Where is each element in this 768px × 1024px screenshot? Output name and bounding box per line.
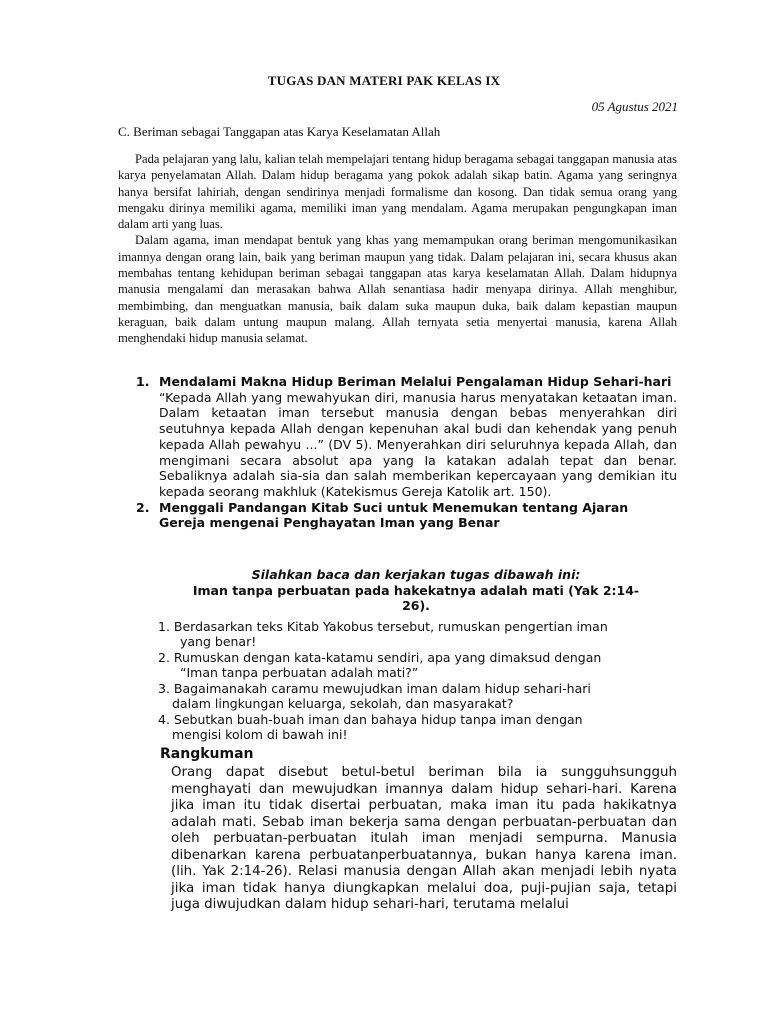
task-question-4-first: 4. Sebutkan buah-buah iman dan bahaya hidup tanpa iman dengan: [158, 711, 583, 727]
task-subtitle-line-2: 26).: [402, 598, 430, 613]
intro-paragraph-2: Dalam agama, iman mendapat bentuk yang khas yang memampukan orang beriman mengomunikasikan imannya dengan orang lain, baik yang beriman maupun yang tidak. Dalam pelajaran ini, secara khusus akan membahas tentang kehidupan beriman sebagai tanggapan atas karya keselamatan Allah. Dalam hidupnya manusia mengalami dan merasakan bahwa Allah senantiasa hadir menyapa dirinya. Allah menghibur, membimbing, dan menguatkan manusia, baik dalam suka maupun duka, baik dalam kepastian maupun keraguan, baik dalam untung maupun malang. Allah ternyata setia menyertai manusia, karena Allah menghendaki hidup manusia selamat.: [118, 233, 677, 346]
list-item-1: [136, 374, 677, 500]
intro-text: [118, 151, 677, 347]
task-subtitle-line-1: Iman tanpa perbuatan pada hakekatnya adalah mati (Yak 2:14-: [192, 582, 640, 598]
list-number-1: 1.: [136, 374, 150, 389]
summary-text: Orang dapat disebut betul-betul beriman bila ia sungguhsungguh menghayati dan mewujudkan imannya dalam hidup sehari-hari. Karena jika iman itu tidak disertai perbuatan, maka iman itu pada hakikatnya adalah mati. Sebab iman bekerja sama dengan perbuatan-perbuatan dan oleh perbuatan-perbuatan itulah iman menjadi sempurna. Manusia dibenarkan karena perbuatanperbuatannya, bukan hanya karena iman. (lih. Yak 2:14-26). Relasi manusia dengan Allah akan menjadi lebih nyata jika iman tidak hanya diungkapkan melalui doa, puji-pujian saja, tetapi juga diwujudkan dalam hidup sehari-hari, terutama melalui: [171, 765, 677, 912]
main-list: [136, 374, 677, 531]
intro-paragraph-1: Pada pelajaran yang lalu, kalian telah mempelajari tentang hidup beragama sebagai tanggapan manusia atas karya penyelamatan Allah. Dalam hidup beragama yang pokok adalah sikap batin. Agama yang seringnya hanya bersifat lahiriah, dengan sendirinya menjadi formalisme dan kosong. Dan tidak semua orang yang mengaku dirinya memiliki agama, memiliki iman yang mendalam. Agama merupakan pengungkapan iman dalam arti yang luas.: [118, 152, 678, 232]
task-question-4-rest: mengisi kolom di bawah ini!: [172, 727, 348, 742]
task-question-4: [158, 712, 677, 743]
list-body-1: “Kepada Allah yang mewahyukan diri, manusia harus menyatakan ketaatan iman. Dalam ketaatan iman tersebut manusia dengan bebas menyerahkan diri seutuhnya kepada Allah dengan kepenuhan akal budi dan kehendak yang penuh kepada Allah pewahyu ...” (DV 5). Menyerahkan diri seluruhnya kepada Allah, dan mengimani secara absolut apa yang Ia katakan adalah tepat dan benar. Sebaliknya adalah sia-sia dan salah memberikan kepercayaan yang demikian itu kepada seorang makhluk (Katekismus Gereja Katolik art. 150).: [159, 389, 677, 499]
task-question-3-rest: dalam lingkungan keluarga, sekolah, dan masyarakat?: [172, 696, 514, 711]
task-question-1-rest: yang benar!: [180, 634, 257, 649]
task-instruction: Silahkan baca dan kerjakan tugas dibawah ini:: [251, 567, 581, 582]
task-question-list: [155, 619, 677, 743]
section-heading: C. Beriman sebagai Tanggapan atas Karya Keselamatan Allah: [118, 124, 441, 139]
list-item-2: [136, 500, 677, 531]
summary-title: Rangkuman: [160, 746, 254, 762]
task-section: [155, 567, 677, 743]
task-question-2-first: 2. Rumuskan dengan kata-katamu sendiri, apa yang dimaksud dengan: [158, 649, 602, 665]
task-question-2: [158, 650, 677, 681]
list-heading-1: Mendalami Makna Hidup Beriman Melalui Pengalaman Hidup Sehari-hari: [159, 374, 672, 389]
list-number-2: 2.: [136, 499, 150, 515]
task-question-3: [158, 681, 677, 712]
document-title: TUGAS DAN MATERI PAK KELAS IX: [267, 73, 501, 88]
task-question-2-rest: “Iman tanpa perbuatan adalah mati?”: [180, 665, 419, 680]
task-question-1: [158, 619, 677, 650]
task-question-3-first: 3. Bagaimanakah caramu mewujudkan iman dalam hidup sehari-hari: [158, 680, 591, 696]
document-date: 05 Agustus 2021: [591, 99, 678, 114]
list-heading-2: Menggali Pandangan Kitab Suci untuk Menemukan tentang Ajaran Gereja mengenai Penghayatan Iman yang Benar: [159, 499, 629, 531]
task-question-1-first: 1. Berdasarkan teks Kitab Yakobus tersebut, rumuskan pengertian iman: [158, 618, 608, 634]
